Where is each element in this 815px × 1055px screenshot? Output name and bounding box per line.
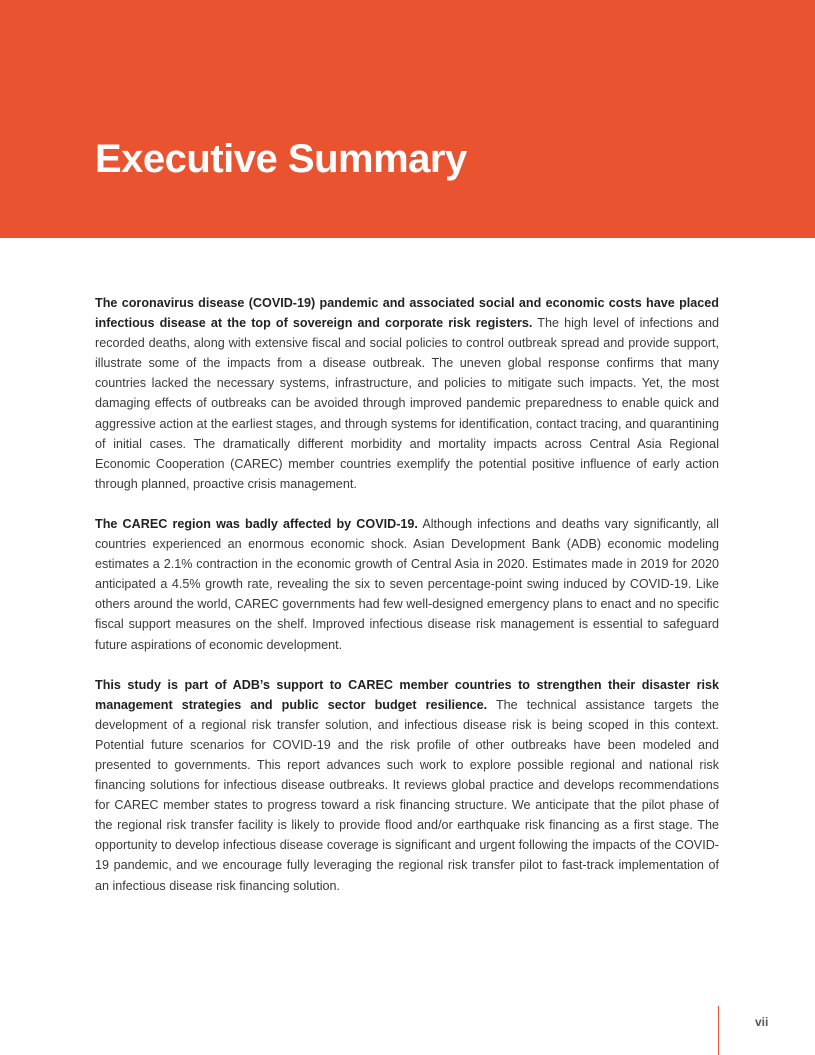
paragraph-body: Although infections and deaths vary significantly, all countries experienced an enormous economic shock. Asian Development Bank (ADB) economic modeling estimates a 2.1% contraction in the economic growth of Central Asia in 2020. Estimates made in 2019 for 2020 anticipated a 4.5% growth rate, revealing the six to seven percentage-point swing induced by COVID-19. Like others around the world, CAREC governments had few well-designed emergency plans to enact and no specific fiscal support measures on the shelf. Improved infectious disease risk management is essential to safeguard future aspirations of economic development. bbox=[95, 516, 719, 652]
paragraph-lead: The coronavirus disease (COVID-19) pandemic and associated social and economic costs have placed infectious disease at the top of sovereign and corporate risk registers. bbox=[95, 296, 719, 331]
paragraph-intro bbox=[95, 293, 719, 494]
paragraph-body: The technical assistance targets the development of a regional risk transfer solution, and infectious disease risk is being scoped in this context. Potential future scenarios for COVID-19 and the risk profile of other outbreaks have been modeled and presented to governments. This report advances such work to explore possible regional and national risk financing solutions for infectious disease outbreaks. It reviews global practice and develops recommendations for CAREC member states to progress toward a risk financing structure. We anticipate that the pilot phase of the regional risk transfer facility is likely to provide flood and/or earthquake risk financing as a first stage. The opportunity to develop infectious disease coverage is significant and urgent following the impacts of the COVID-19 pandemic, and we encourage fully leveraging the regional risk transfer pilot to fast-track implementation of an infectious disease risk financing solution. bbox=[95, 697, 719, 893]
page-number: vii bbox=[755, 1015, 769, 1029]
paragraph-study-purpose bbox=[95, 675, 719, 896]
paragraph-lead: This study is part of ADB’s support to CAREC member countries to strengthen their disaster risk management strategies and public sector budget resilience. bbox=[95, 677, 719, 712]
main-content bbox=[95, 293, 719, 916]
paragraph-carec-impact bbox=[95, 514, 719, 655]
paragraph-body: The high level of infections and recorded deaths, along with extensive fiscal and social policies to control outbreak spread and provide support, illustrate some of the impacts from a disease outbreak. The uneven global response confirms that many countries lacked the necessary systems, infrastructure, and policies to mitigate such impacts. Yet, the most damaging effects of outbreaks can be avoided through improved pandemic preparedness to enable quick and aggressive action at the earliest stages, and through systems for identification, contact tracing, and quarantining of initial cases. The dramatically different morbidity and mortality impacts across Central Asia Regional Economic Cooperation (CAREC) member countries exemplify the potential positive influence of early action through planned, proactive crisis management. bbox=[95, 316, 719, 491]
header-banner bbox=[0, 0, 815, 238]
footer-divider bbox=[718, 1006, 719, 1055]
paragraph-lead: The CAREC region was badly affected by COVID-19. bbox=[95, 516, 418, 531]
page-title: Executive Summary bbox=[95, 137, 467, 181]
